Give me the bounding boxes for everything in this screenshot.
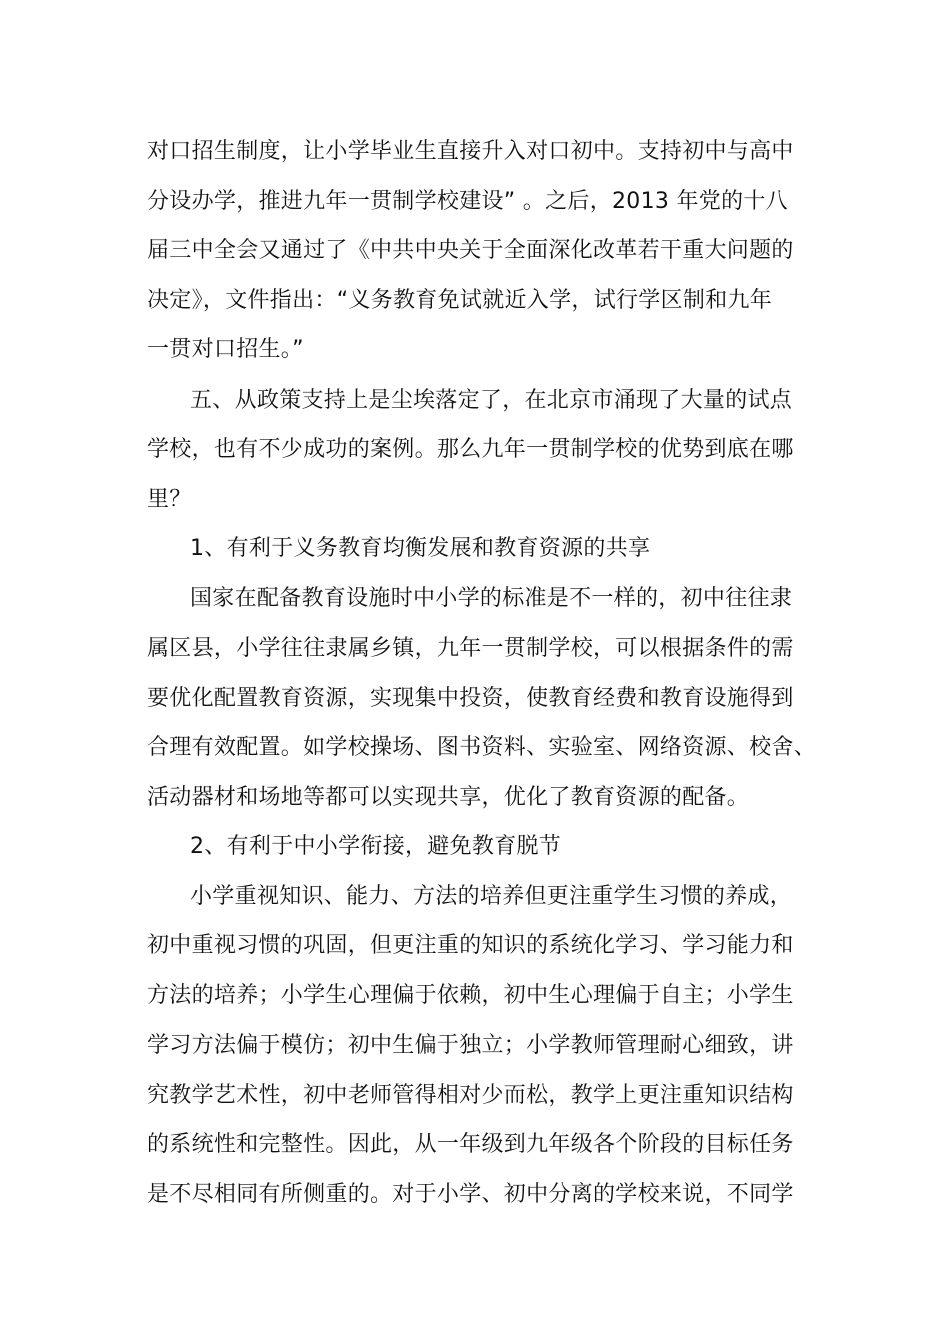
- text-line: 初中重视习惯的巩固，但更注重的知识的系统化学习、学习能力和: [147, 933, 794, 958]
- text-line: 里？: [147, 487, 192, 512]
- paragraph-start-line: 小学重视知识、能力、方法的培养但更注重学生习惯的养成，: [190, 884, 793, 909]
- text-line: 属区县，小学往往隶属乡镇，九年一贯制学校，可以根据条件的需: [147, 636, 794, 661]
- text-line: 是不尽相同有所侧重的。对于小学、初中分离的学校来说，不同学: [147, 1182, 794, 1207]
- text-line: 对口招生制度，让小学毕业生直接升入对口初中。支持初中与高中: [147, 139, 794, 164]
- text-line: 决定》，文件指出：“义务教育免试就近入学，试行学区制和九年: [147, 288, 773, 313]
- text-line: 分设办学，推进九年一贯制学校建设” 。之后，2013 年党的十八: [147, 189, 788, 214]
- text-line: 一贯对口招生。”: [147, 337, 304, 362]
- text-line: 活动器材和场地等都可以实现共享，优化了教育资源的配备。: [147, 785, 750, 810]
- text-line: 要优化配置教育资源，实现集中投资，使教育经费和教育设施得到: [147, 686, 794, 711]
- text-line: 学习方法偏于模仿；初中生偏于独立；小学教师管理耐心细致，讲: [147, 1033, 794, 1058]
- paragraph-start-line: 五、从政策支持上是尘埃落定了，在北京市涌现了大量的试点: [190, 388, 793, 413]
- text-line: 的系统性和完整性。因此，从一年级到九年级各个阶段的目标任务: [147, 1132, 794, 1157]
- section-heading-1: 1、有利于义务教育均衡发展和教育资源的共享: [190, 536, 651, 561]
- text-line: 究教学艺术性，初中老师管得相对少而松，教学上更注重知识结构: [147, 1083, 794, 1108]
- text-line: 届三中全会又通过了《中共中央关于全面深化改革若干重大问题的: [147, 238, 794, 263]
- section-heading-2: 2、有利于中小学衔接，避免教育脱节: [190, 834, 562, 859]
- text-line: 方法的培养；小学生心理偏于依赖，初中生心理偏于自主；小学生: [147, 983, 794, 1008]
- text-line: 学校，也有不少成功的案例。那么九年一贯制学校的优势到底在哪: [147, 437, 794, 462]
- text-line: 合理有效配置。如学校操场、图书资料、实验室、网络资源、校舍、: [147, 735, 817, 760]
- paragraph-start-line: 国家在配备教育设施时中小学的标准是不一样的，初中往往隶: [190, 586, 793, 611]
